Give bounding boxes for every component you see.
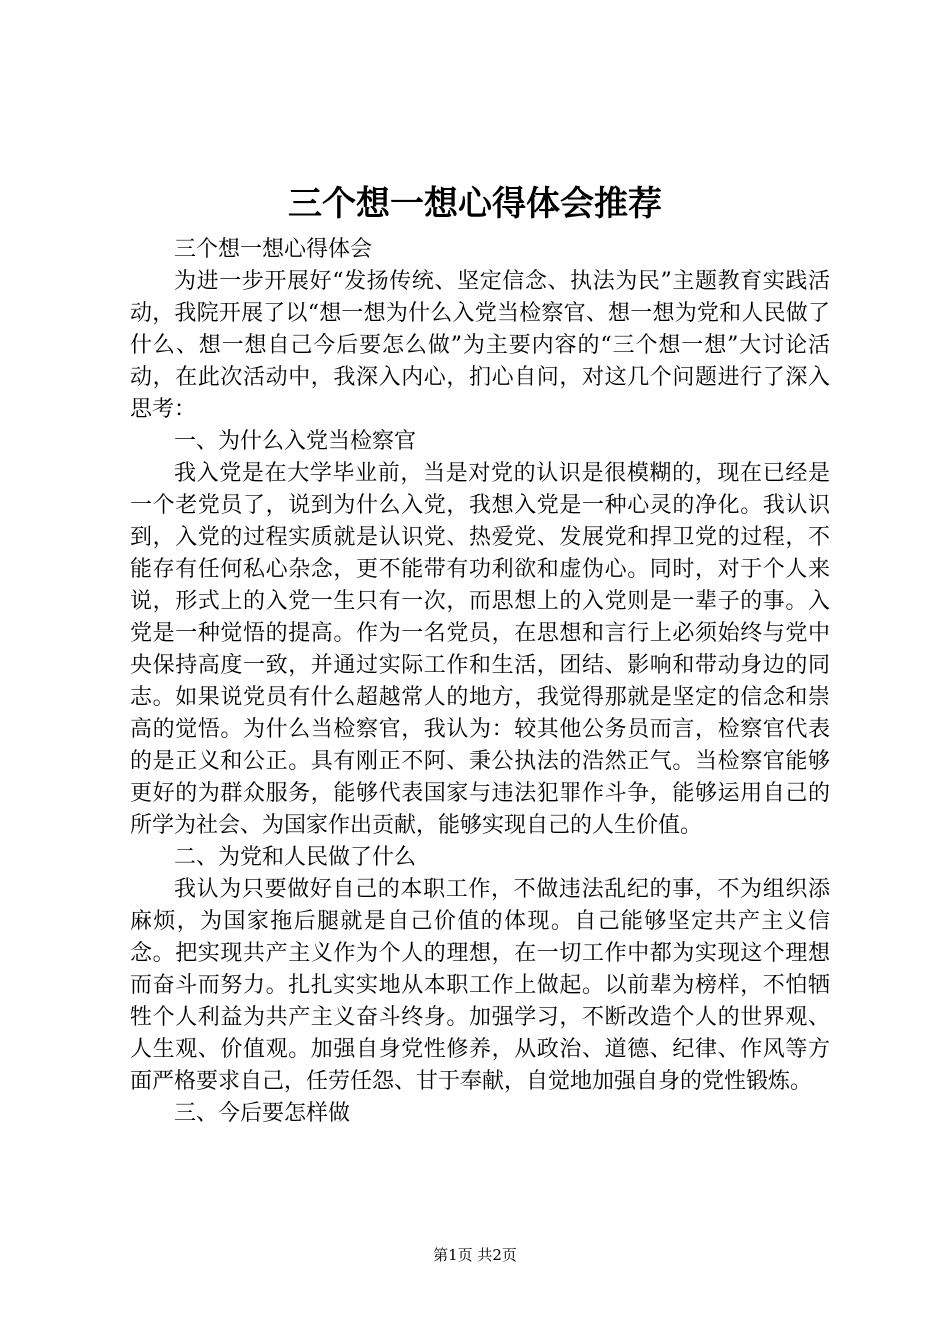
document-body — [130, 234, 830, 1130]
intro-paragraph: 为进一步开展好“发扬传统、坚定信念、执法为民”主题教育实践活动，我院开展了以“想一想为什么入党当检察官、想一想为党和人民做了什么、想一想自己今后要怎么做”为主要内容的“三个想一想”大讨论活动，在此次活动中，我深入内心，扪心自问，对这几个问题进行了深入思考： — [130, 269, 830, 422]
section-heading-3: 三、今后要怎样做 — [174, 1101, 351, 1126]
section-1-paragraph: 我入党是在大学毕业前，当是对党的认识是很模糊的，现在已经是一个老党员了，说到为什么入党，我想入党是一种心灵的净化。我认识到，入党的过程实质就是认识党、热爱党、发展党和捍卫党的过程，不能存有任何私心杂念，更不能带有功利欲和虚伪心。同时，对于个人来说，形式上的入党一生只有一次，而思想上的入党则是一辈子的事。入党是一种觉悟的提高。作为一名党员，在思想和言行上必须始终与党中央保持高度一致，并通过实际工作和生活，团结、影响和带动身边的同志。如果说党员有什么超越常人的地方，我觉得那就是坚定的信念和崇高的觉悟。为什么当检察官，我认为：较其他公务员而言，检察官代表的是正义和公正。具有刚正不阿、秉公执法的浩然正气。当检察官能够更好的为群众服务，能够代表国家与违法犯罪作斗争，能够运用自己的所学为社会、为国家作出贡献，能够实现自己的人生价值。 — [130, 461, 830, 838]
section-heading-2: 二、为党和人民做了什么 — [174, 845, 417, 870]
section-heading-1: 一、为什么入党当检察官 — [174, 429, 417, 454]
section-2-paragraph: 我认为只要做好自己的本职工作，不做违法乱纪的事，不为组织添麻烦，为国家拖后腿就是自己价值的体现。自己能够坚定共产主义信念。把实现共产主义作为个人的理想，在一切工作中都为实现这个理想而奋斗而努力。扎扎实实地从本职工作上做起。以前辈为榜样，不怕牺牲个人利益为共产主义奋斗终身。加强学习，不断改造个人的世界观、人生观、价值观。加强自身党性修养，从政治、道德、纪律、作风等方面严格要求自己，任劳任怨、甘于奉献，自觉地加强自身的党性锻炼。 — [130, 877, 830, 1094]
subtitle-paragraph: 三个想一想心得体会 — [174, 237, 373, 262]
document-title: 三个想一想心得体会推荐 — [288, 184, 662, 224]
page-footer: 第1页 共2页 — [433, 1246, 517, 1264]
